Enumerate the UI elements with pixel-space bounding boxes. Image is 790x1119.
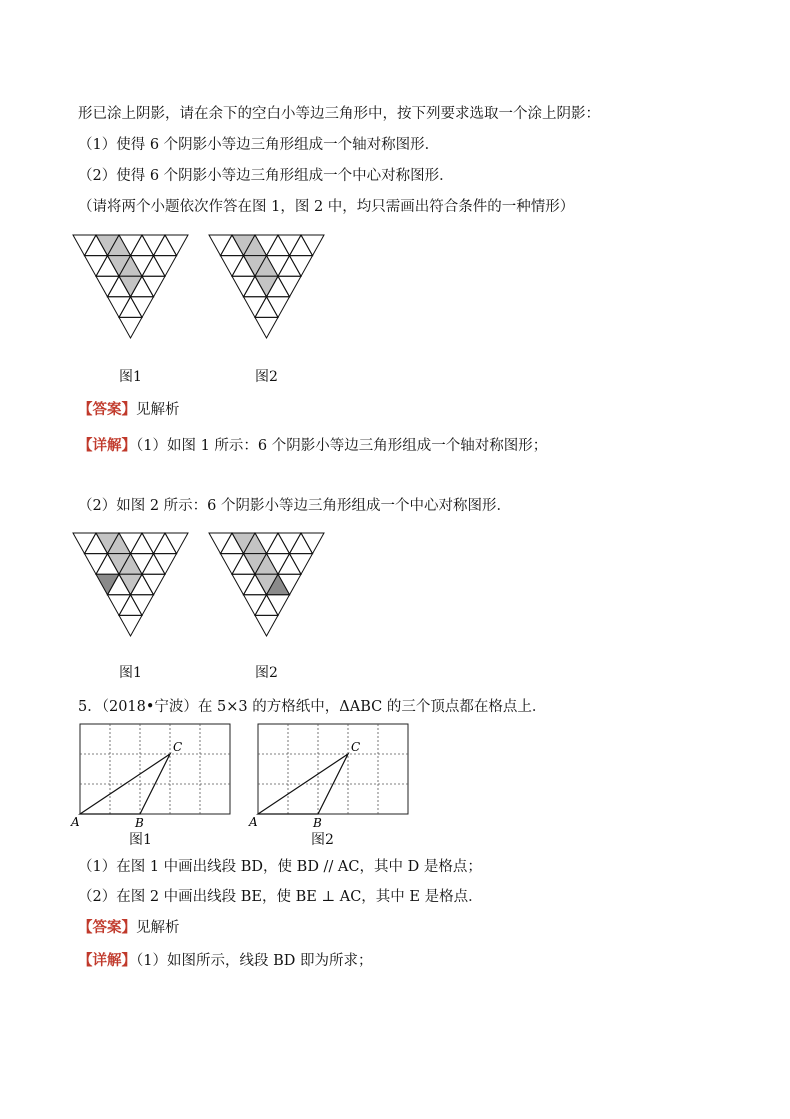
answer-triangle-figure-1 — [70, 531, 190, 657]
lattice-down-triangle — [108, 297, 131, 318]
answer-triangle-figure-2 — [206, 531, 326, 657]
triangle-figure-1 — [70, 233, 190, 359]
label-b: B — [135, 816, 144, 830]
lattice-down-triangle — [85, 256, 108, 277]
lattice-down-triangle — [267, 595, 290, 616]
lattice-down-triangle — [119, 317, 142, 338]
lattice-down-triangle — [209, 235, 232, 256]
lattice-up-triangle — [142, 554, 165, 575]
lattice-down-triangle — [278, 533, 301, 554]
lattice-down-triangle — [244, 595, 267, 616]
lattice-down-triangle — [255, 276, 278, 297]
answer-figure-2-caption: 图2 — [255, 665, 278, 681]
lattice-down-triangle — [165, 235, 188, 256]
problem-5-question-2: （2）在图 2 中画出线段 BE，使 BE ⊥ AC，其中 E 是格点． — [78, 889, 483, 905]
detail-line-2: （2）如图 2 所示：6 个阴影小等边三角形组成一个中心对称图形． — [78, 498, 512, 514]
lattice-up-triangle — [154, 235, 177, 256]
label-a: A — [249, 815, 258, 829]
detail-1-text: （1）如图 1 所示：6 个阴影小等边三角形组成一个轴对称图形； — [136, 438, 548, 454]
lattice-down-triangle — [221, 256, 244, 277]
question-2: （2）使得 6 个阴影小等边三角形组成一个中心对称图形． — [78, 168, 454, 184]
lattice-down-triangle — [131, 595, 154, 616]
lattice-up-triangle — [267, 235, 290, 256]
lattice-down-triangle — [232, 276, 255, 297]
detail-line-3 — [78, 951, 372, 971]
lattice-up-triangle — [290, 533, 313, 554]
lattice-down-triangle — [301, 533, 324, 554]
lattice-down-triangle — [108, 595, 131, 616]
lattice-down-triangle — [119, 276, 142, 297]
lattice-down-triangle — [73, 235, 96, 256]
lattice-down-triangle — [73, 533, 96, 554]
triangle-figure-2 — [206, 233, 326, 359]
answer-text-2: 见解析 — [136, 920, 180, 936]
lattice-up-triangle — [267, 533, 290, 554]
lattice-down-triangle — [119, 615, 142, 636]
detail-tag-3: 【详解】 — [78, 952, 136, 969]
lattice-up-triangle — [142, 256, 165, 277]
figure-2-caption: 图2 — [255, 369, 278, 385]
detail-line-1 — [78, 436, 547, 456]
question-1: （1）使得 6 个阴影小等边三角形组成一个轴对称图形． — [78, 137, 440, 153]
lattice-down-triangle — [244, 297, 267, 318]
lattice-down-triangle — [278, 276, 301, 297]
answer-tag: 【答案】 — [78, 401, 136, 418]
lattice-down-triangle — [119, 574, 142, 595]
lattice-up-triangle — [119, 297, 142, 318]
lattice-down-triangle — [142, 276, 165, 297]
lattice-down-triangle — [96, 574, 119, 595]
lattice-down-triangle — [142, 533, 165, 554]
lattice-down-triangle — [267, 297, 290, 318]
lattice-down-triangle — [154, 256, 177, 277]
instruction-note: （请将两个小题依次作答在图 1，图 2 中，均只需画出符合条件的一种情形） — [78, 199, 575, 215]
lattice-down-triangle — [221, 554, 244, 575]
lattice-down-triangle — [165, 533, 188, 554]
label-c: C — [351, 740, 361, 754]
lattice-down-triangle — [142, 235, 165, 256]
grid-border — [80, 724, 230, 814]
grid-figure-1-caption: 图1 — [129, 832, 152, 848]
detail-3-text: （1）如图所示，线段 BD 即为所求； — [136, 953, 373, 969]
answer-line-2 — [78, 918, 180, 938]
intro-text: 形已涂上阴影，请在余下的空白小等边三角形中，按下列要求选取一个涂上阴影： — [78, 106, 600, 122]
grid-figure-1 — [70, 720, 240, 830]
lattice-up-triangle — [131, 235, 154, 256]
lattice-up-triangle — [119, 595, 142, 616]
lattice-up-triangle — [290, 235, 313, 256]
lattice-up-triangle — [154, 533, 177, 554]
lattice-up-triangle — [131, 533, 154, 554]
lattice-down-triangle — [290, 554, 313, 575]
lattice-down-triangle — [255, 615, 278, 636]
grid-figure-2-caption: 图2 — [311, 832, 334, 848]
lattice-down-triangle — [232, 574, 255, 595]
lattice-down-triangle — [142, 574, 165, 595]
label-b: B — [313, 816, 322, 830]
lattice-down-triangle — [301, 235, 324, 256]
lattice-down-triangle — [96, 276, 119, 297]
lattice-down-triangle — [131, 297, 154, 318]
lattice-up-triangle — [278, 256, 301, 277]
answer-text: 见解析 — [136, 402, 180, 418]
lattice-down-triangle — [290, 256, 313, 277]
answer-line — [78, 400, 180, 420]
lattice-up-triangle — [255, 595, 278, 616]
problem-5-text: 5．（2018•宁波）在 5×3 的方格纸中，ΔABC 的三个顶点都在格点上． — [78, 699, 547, 715]
problem-5-question-1: （1）在图 1 中画出线段 BD，使 BD // AC，其中 D 是格点； — [78, 859, 482, 875]
lattice-down-triangle — [154, 554, 177, 575]
lattice-down-triangle — [255, 317, 278, 338]
label-c: C — [173, 740, 183, 754]
grid-figure-2 — [248, 720, 418, 830]
label-a: A — [71, 815, 80, 829]
answer-figure-1-caption: 图1 — [119, 665, 142, 681]
detail-tag: 【详解】 — [78, 437, 136, 454]
grid-border — [258, 724, 408, 814]
lattice-up-triangle — [255, 297, 278, 318]
lattice-down-triangle — [85, 554, 108, 575]
lattice-up-triangle — [278, 554, 301, 575]
figure-1-caption: 图1 — [119, 369, 142, 385]
lattice-down-triangle — [209, 533, 232, 554]
lattice-down-triangle — [278, 235, 301, 256]
answer-tag-2: 【答案】 — [78, 919, 136, 936]
